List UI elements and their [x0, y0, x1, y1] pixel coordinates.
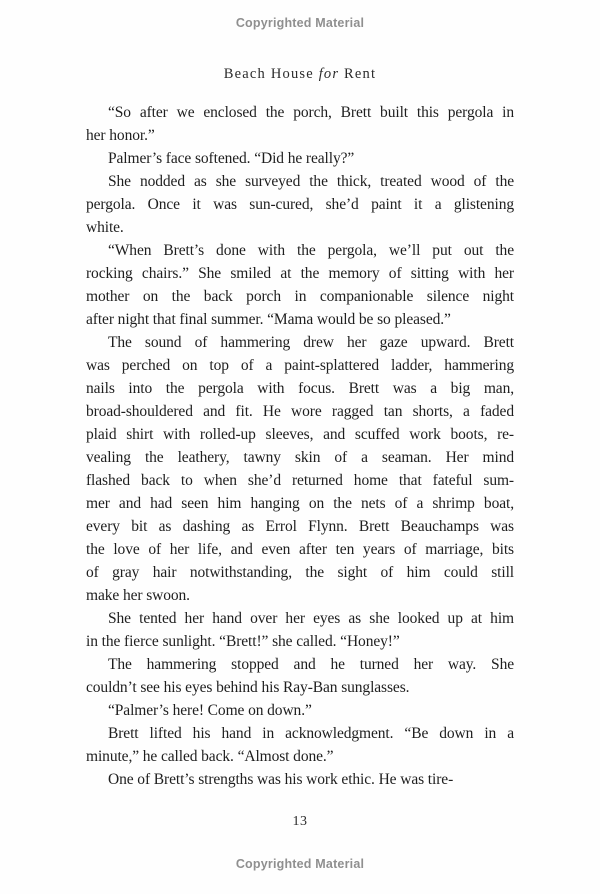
body-line-p1-l1: “So after we enclosed the porch, Brett built this pergola in: [108, 104, 514, 121]
body-line-p4-l1: “When Brett’s done with the pergola, we’ll put out the: [108, 242, 514, 259]
body-line-p2-l1: Palmer’s face softened. “Did he really?”: [108, 150, 355, 167]
body-line-p5-l9: every bit as dashing as Errol Flynn. Brett Beauchamps was: [86, 518, 514, 535]
body-line-p5-l4: broad-shouldered and fit. He wore ragged tan shorts, a faded: [86, 403, 514, 420]
body-line-p3-l1: She nodded as she surveyed the thick, treated wood of the: [108, 173, 514, 190]
body-line-p8-l1: “Palmer’s here! Come on down.”: [108, 702, 312, 719]
running-header-title-italic: for: [313, 66, 345, 82]
body-line-p5-l6: vealing the leathery, tawny skin of a seaman. Her mind: [86, 449, 514, 466]
text-block: [86, 101, 514, 791]
body-line-p5-l1: The sound of hammering drew her gaze upward. Brett: [108, 334, 514, 351]
running-header-title-pre: Beach House: [223, 66, 314, 82]
body-line-p9-l1: Brett lifted his hand in acknowledgment. “Be down in a: [108, 725, 514, 742]
body-line-p7-l2: couldn’t see his eyes behind his Ray-Ban sunglasses.: [86, 679, 410, 696]
body-line-p5-l5: plaid shirt with rolled-up sleeves, and scuffed work boots, re-: [86, 426, 514, 443]
body-line-p1-l2: her honor.”: [86, 127, 155, 144]
body-line-p4-l4: after night that final summer. “Mama would be so pleased.”: [86, 311, 451, 328]
body-line-p5-l7: flashed back to when she’d returned home that fateful sum-: [86, 472, 514, 489]
body-line-p4-l3: mother on the back porch in companionable silence night: [86, 288, 514, 305]
body-line-p9-l2: minute,” he called back. “Almost done.”: [86, 748, 334, 765]
running-header: [0, 66, 600, 83]
body-line-p6-l1: She tented her hand over her eyes as she looked up at him: [108, 610, 514, 627]
body-line-p3-l2: pergola. Once it was sun-cured, she’d paint it a glistening: [86, 196, 514, 213]
body-line-p10-l1: One of Brett’s strengths was his work ethic. He was tire-: [108, 771, 454, 788]
copyright-watermark-bottom: Copyrighted Material: [235, 857, 365, 871]
body-line-p5-l2: was perched on top of a paint-splattered ladder, hammering: [86, 357, 514, 374]
body-line-p5-l11: of gray hair notwithstanding, the sight of him could still: [86, 564, 514, 581]
body-line-p4-l2: rocking chairs.” She smiled at the memory of sitting with her: [86, 265, 514, 282]
running-header-title-post: Rent: [344, 66, 377, 82]
body-line-p5-l3: nails into the pergola with focus. Brett was a big man,: [86, 380, 514, 397]
page-number: 13: [292, 814, 308, 829]
body-line-p6-l2: in the fierce sunlight. “Brett!” she called. “Honey!”: [86, 633, 400, 650]
copyright-watermark-top: Copyrighted Material: [235, 16, 365, 30]
body-line-p5-l12: make her swoon.: [86, 587, 190, 604]
body-line-p5-l10: the love of her life, and even after ten years of marriage, bits: [86, 541, 514, 558]
body-line-p7-l1: The hammering stopped and he turned her way. She: [108, 656, 514, 673]
body-line-p5-l8: mer and had seen him hanging on the nets of a shrimp boat,: [86, 495, 514, 512]
body-line-p3-l3: white.: [86, 219, 124, 236]
